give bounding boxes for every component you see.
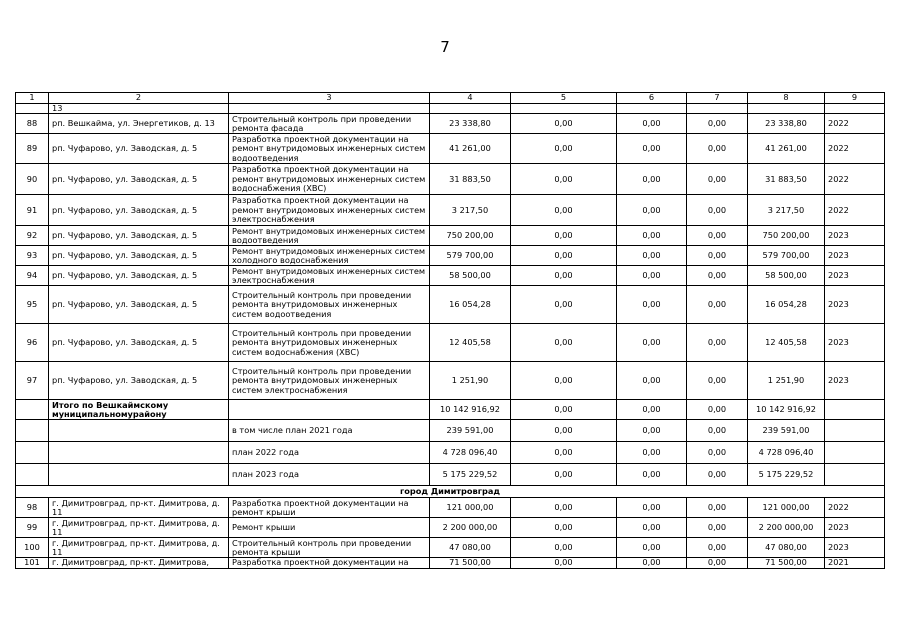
value-cell: 0,00 bbox=[617, 464, 687, 486]
work-cell: Ремонт внутридомовых инженерных систем электроснабжения bbox=[229, 266, 430, 286]
column-header: 5 bbox=[511, 93, 617, 104]
cost-cell: 1 251,90 bbox=[430, 362, 511, 400]
value-cell: 0,00 bbox=[617, 134, 687, 164]
column-header: 8 bbox=[748, 93, 825, 104]
value-cell: 0,00 bbox=[617, 400, 687, 420]
row-number-cell: 100 bbox=[16, 538, 49, 558]
cost-cell: 58 500,00 bbox=[430, 266, 511, 286]
plan-label: в том числе план 2021 года bbox=[229, 420, 430, 442]
cost-cell: 750 200,00 bbox=[430, 226, 511, 246]
row-number-cell: 98 bbox=[16, 498, 49, 518]
total-cell: 121 000,00 bbox=[748, 498, 825, 518]
value-cell: 0,00 bbox=[687, 195, 748, 226]
value-cell: 0,00 bbox=[687, 558, 748, 568]
total-cell: 750 200,00 bbox=[748, 226, 825, 246]
value-cell: 0,00 bbox=[511, 498, 617, 518]
table-body bbox=[16, 93, 885, 569]
year-cell: 2022 bbox=[825, 134, 885, 164]
value-cell: 0,00 bbox=[511, 226, 617, 246]
total-cell: 12 405,58 bbox=[748, 324, 825, 362]
total-cell: 4 728 096,40 bbox=[748, 442, 825, 464]
value-cell: 0,00 bbox=[617, 518, 687, 538]
value-cell: 0,00 bbox=[511, 400, 617, 420]
work-cell: Разработка проектной документации на ремонт внутридомовых инженерных систем электроснабжения bbox=[229, 195, 430, 226]
table-row bbox=[16, 195, 885, 226]
value-cell: 0,00 bbox=[687, 266, 748, 286]
row-number-cell: 91 bbox=[16, 195, 49, 226]
value-cell: 0,00 bbox=[617, 114, 687, 134]
address-cell: рп. Чуфарово, ул. Заводская, д. 5 bbox=[49, 246, 229, 266]
value-cell: 0,00 bbox=[617, 558, 687, 568]
column-header: 1 bbox=[16, 93, 49, 104]
row-number-cell: 88 bbox=[16, 114, 49, 134]
value-cell: 0,00 bbox=[687, 114, 748, 134]
row-number-cell: 95 bbox=[16, 286, 49, 324]
column-header: 7 bbox=[687, 93, 748, 104]
address-cell: рп. Чуфарово, ул. Заводская, д. 5 bbox=[49, 266, 229, 286]
year-cell bbox=[825, 104, 885, 114]
value-cell: 0,00 bbox=[617, 286, 687, 324]
work-cell: Строительный контроль при проведении ремонта внутридомовых инженерных систем электроснабжения bbox=[229, 362, 430, 400]
section-title: город Димитровград bbox=[16, 486, 885, 498]
value-cell: 0,00 bbox=[511, 164, 617, 195]
value-cell: 0,00 bbox=[687, 518, 748, 538]
year-cell: 2022 bbox=[825, 164, 885, 195]
year-cell bbox=[825, 400, 885, 420]
work-cell: Ремонт внутридомовых инженерных систем водоотведения bbox=[229, 226, 430, 246]
cost-cell: 2 200 000,00 bbox=[430, 518, 511, 538]
cost-cell: 31 883,50 bbox=[430, 164, 511, 195]
year-cell bbox=[825, 420, 885, 442]
cost-cell: 239 591,00 bbox=[430, 420, 511, 442]
value-cell: 0,00 bbox=[511, 114, 617, 134]
cost-cell: 23 338,80 bbox=[430, 114, 511, 134]
plan-row bbox=[16, 464, 885, 486]
column-number-row bbox=[16, 93, 885, 104]
page-number: 7 bbox=[440, 38, 450, 56]
cost-cell: 579 700,00 bbox=[430, 246, 511, 266]
year-cell: 2023 bbox=[825, 286, 885, 324]
cost-cell: 71 500,00 bbox=[430, 558, 511, 568]
total-cell: 47 080,00 bbox=[748, 538, 825, 558]
table-row bbox=[16, 498, 885, 518]
total-cell: 31 883,50 bbox=[748, 164, 825, 195]
value-cell: 0,00 bbox=[511, 324, 617, 362]
year-cell bbox=[825, 442, 885, 464]
value-cell bbox=[748, 104, 825, 114]
row-number-cell: 92 bbox=[16, 226, 49, 246]
cost-cell: 4 728 096,40 bbox=[430, 442, 511, 464]
value-cell: 0,00 bbox=[687, 362, 748, 400]
value-cell: 0,00 bbox=[511, 266, 617, 286]
year-cell: 2023 bbox=[825, 246, 885, 266]
value-cell: 0,00 bbox=[511, 134, 617, 164]
address-cell: рп. Чуфарово, ул. Заводская, д. 5 bbox=[49, 226, 229, 246]
table-row bbox=[16, 246, 885, 266]
column-header: 6 bbox=[617, 93, 687, 104]
value-cell: 0,00 bbox=[687, 286, 748, 324]
row-number-cell bbox=[16, 442, 49, 464]
total-cell: 239 591,00 bbox=[748, 420, 825, 442]
continuation-row bbox=[16, 104, 885, 114]
address-cell bbox=[49, 442, 229, 464]
value-cell bbox=[617, 104, 687, 114]
year-cell: 2023 bbox=[825, 538, 885, 558]
year-cell: 2021 bbox=[825, 558, 885, 568]
plan-row bbox=[16, 420, 885, 442]
row-number-cell bbox=[16, 104, 49, 114]
value-cell: 0,00 bbox=[617, 266, 687, 286]
value-cell: 0,00 bbox=[511, 195, 617, 226]
row-number-cell: 99 bbox=[16, 518, 49, 538]
work-cell: Строительный контроль при проведении ремонта фасада bbox=[229, 114, 430, 134]
row-number-cell: 97 bbox=[16, 362, 49, 400]
value-cell: 0,00 bbox=[617, 442, 687, 464]
total-cell: 71 500,00 bbox=[748, 558, 825, 568]
cost-cell: 47 080,00 bbox=[430, 538, 511, 558]
work-cell: Ремонт внутридомовых инженерных систем холодного водоснабжения bbox=[229, 246, 430, 266]
table-row bbox=[16, 134, 885, 164]
address-cell: рп. Вешкайма, ул. Энергетиков, д. 13 bbox=[49, 114, 229, 134]
table-row bbox=[16, 518, 885, 538]
year-cell: 2022 bbox=[825, 195, 885, 226]
column-header: 4 bbox=[430, 93, 511, 104]
address-cell: г. Димитровград, пр-кт. Димитрова, bbox=[49, 558, 229, 568]
column-header: 9 bbox=[825, 93, 885, 104]
value-cell: 0,00 bbox=[687, 226, 748, 246]
total-cell: 5 175 229,52 bbox=[748, 464, 825, 486]
cost-cell: 10 142 916,92 bbox=[430, 400, 511, 420]
work-cell: Разработка проектной документации на ремонт внутридомовых инженерных систем водоснабжения (ХВС) bbox=[229, 164, 430, 195]
row-number-cell bbox=[16, 464, 49, 486]
address-cell bbox=[49, 464, 229, 486]
cost-cell: 16 054,28 bbox=[430, 286, 511, 324]
row-number-cell bbox=[16, 420, 49, 442]
total-cell: 58 500,00 bbox=[748, 266, 825, 286]
value-cell: 0,00 bbox=[617, 164, 687, 195]
cost-cell: 41 261,00 bbox=[430, 134, 511, 164]
address-cell: 13 bbox=[49, 104, 229, 114]
work-cell: Разработка проектной документации на bbox=[229, 558, 430, 568]
value-cell: 0,00 bbox=[617, 420, 687, 442]
row-number-cell: 89 bbox=[16, 134, 49, 164]
work-cell bbox=[229, 104, 430, 114]
row-number-cell: 93 bbox=[16, 246, 49, 266]
year-cell: 2022 bbox=[825, 114, 885, 134]
cost-cell: 5 175 229,52 bbox=[430, 464, 511, 486]
value-cell: 0,00 bbox=[687, 538, 748, 558]
total-cell: 1 251,90 bbox=[748, 362, 825, 400]
address-cell: г. Димитровград, пр-кт. Димитрова, д. 11 bbox=[49, 538, 229, 558]
table-row bbox=[16, 286, 885, 324]
column-header: 2 bbox=[49, 93, 229, 104]
table-row bbox=[16, 538, 885, 558]
table-row bbox=[16, 362, 885, 400]
total-cell: 2 200 000,00 bbox=[748, 518, 825, 538]
value-cell: 0,00 bbox=[687, 246, 748, 266]
plan-row bbox=[16, 442, 885, 464]
section-row bbox=[16, 486, 885, 498]
totals-label: Итого по Вешкаймскому муниципальномурайону bbox=[49, 400, 229, 420]
row-number-cell: 96 bbox=[16, 324, 49, 362]
value-cell: 0,00 bbox=[511, 420, 617, 442]
work-cell: Строительный контроль при проведении ремонта внутридомовых инженерных систем водоотведения bbox=[229, 286, 430, 324]
value-cell: 0,00 bbox=[617, 246, 687, 266]
table-row bbox=[16, 226, 885, 246]
cost-cell: 121 000,00 bbox=[430, 498, 511, 518]
plan-label: план 2023 года bbox=[229, 464, 430, 486]
year-cell: 2023 bbox=[825, 324, 885, 362]
value-cell: 0,00 bbox=[511, 286, 617, 324]
value-cell: 0,00 bbox=[617, 362, 687, 400]
totals-row bbox=[16, 400, 885, 420]
value-cell: 0,00 bbox=[511, 362, 617, 400]
value-cell: 0,00 bbox=[617, 324, 687, 362]
value-cell: 0,00 bbox=[617, 195, 687, 226]
work-cell bbox=[229, 400, 430, 420]
value-cell: 0,00 bbox=[511, 442, 617, 464]
total-cell: 23 338,80 bbox=[748, 114, 825, 134]
table-row bbox=[16, 266, 885, 286]
total-cell: 10 142 916,92 bbox=[748, 400, 825, 420]
value-cell: 0,00 bbox=[687, 400, 748, 420]
cost-cell: 3 217,50 bbox=[430, 195, 511, 226]
value-cell: 0,00 bbox=[687, 164, 748, 195]
value-cell: 0,00 bbox=[687, 442, 748, 464]
address-cell: рп. Чуфарово, ул. Заводская, д. 5 bbox=[49, 362, 229, 400]
value-cell: 0,00 bbox=[617, 498, 687, 518]
value-cell: 0,00 bbox=[687, 498, 748, 518]
program-table bbox=[15, 92, 885, 569]
work-cell: Ремонт крыши bbox=[229, 518, 430, 538]
total-cell: 16 054,28 bbox=[748, 286, 825, 324]
value-cell bbox=[687, 104, 748, 114]
value-cell: 0,00 bbox=[511, 538, 617, 558]
value-cell: 0,00 bbox=[617, 226, 687, 246]
value-cell: 0,00 bbox=[687, 420, 748, 442]
total-cell: 3 217,50 bbox=[748, 195, 825, 226]
address-cell: г. Димитровград, пр-кт. Димитрова, д. 11 bbox=[49, 498, 229, 518]
work-cell: Разработка проектной документации на ремонт внутридомовых инженерных систем водоотведения bbox=[229, 134, 430, 164]
work-cell: Строительный контроль при проведении ремонта внутридомовых инженерных систем водоснабжения (ХВС) bbox=[229, 324, 430, 362]
year-cell: 2023 bbox=[825, 362, 885, 400]
value-cell: 0,00 bbox=[511, 558, 617, 568]
address-cell: рп. Чуфарово, ул. Заводская, д. 5 bbox=[49, 195, 229, 226]
address-cell bbox=[49, 420, 229, 442]
value-cell: 0,00 bbox=[511, 464, 617, 486]
total-cell: 41 261,00 bbox=[748, 134, 825, 164]
work-cell: Строительный контроль при проведении ремонта крыши bbox=[229, 538, 430, 558]
value-cell: 0,00 bbox=[687, 464, 748, 486]
value-cell bbox=[511, 104, 617, 114]
year-cell bbox=[825, 464, 885, 486]
value-cell bbox=[430, 104, 511, 114]
plan-label: план 2022 года bbox=[229, 442, 430, 464]
value-cell: 0,00 bbox=[617, 538, 687, 558]
table-row bbox=[16, 558, 885, 568]
year-cell: 2023 bbox=[825, 518, 885, 538]
table-row bbox=[16, 324, 885, 362]
year-cell: 2022 bbox=[825, 498, 885, 518]
value-cell: 0,00 bbox=[687, 324, 748, 362]
address-cell: г. Димитровград, пр-кт. Димитрова, д. 11 bbox=[49, 518, 229, 538]
table-row bbox=[16, 114, 885, 134]
row-number-cell: 101 bbox=[16, 558, 49, 568]
work-cell: Разработка проектной документации на ремонт крыши bbox=[229, 498, 430, 518]
value-cell: 0,00 bbox=[511, 518, 617, 538]
table-row bbox=[16, 164, 885, 195]
row-number-cell: 90 bbox=[16, 164, 49, 195]
total-cell: 579 700,00 bbox=[748, 246, 825, 266]
value-cell: 0,00 bbox=[511, 246, 617, 266]
value-cell: 0,00 bbox=[687, 134, 748, 164]
cost-cell: 12 405,58 bbox=[430, 324, 511, 362]
column-header: 3 bbox=[229, 93, 430, 104]
year-cell: 2023 bbox=[825, 226, 885, 246]
address-cell: рп. Чуфарово, ул. Заводская, д. 5 bbox=[49, 324, 229, 362]
address-cell: рп. Чуфарово, ул. Заводская, д. 5 bbox=[49, 134, 229, 164]
address-cell: рп. Чуфарово, ул. Заводская, д. 5 bbox=[49, 286, 229, 324]
address-cell: рп. Чуфарово, ул. Заводская, д. 5 bbox=[49, 164, 229, 195]
year-cell: 2023 bbox=[825, 266, 885, 286]
row-number-cell bbox=[16, 400, 49, 420]
row-number-cell: 94 bbox=[16, 266, 49, 286]
